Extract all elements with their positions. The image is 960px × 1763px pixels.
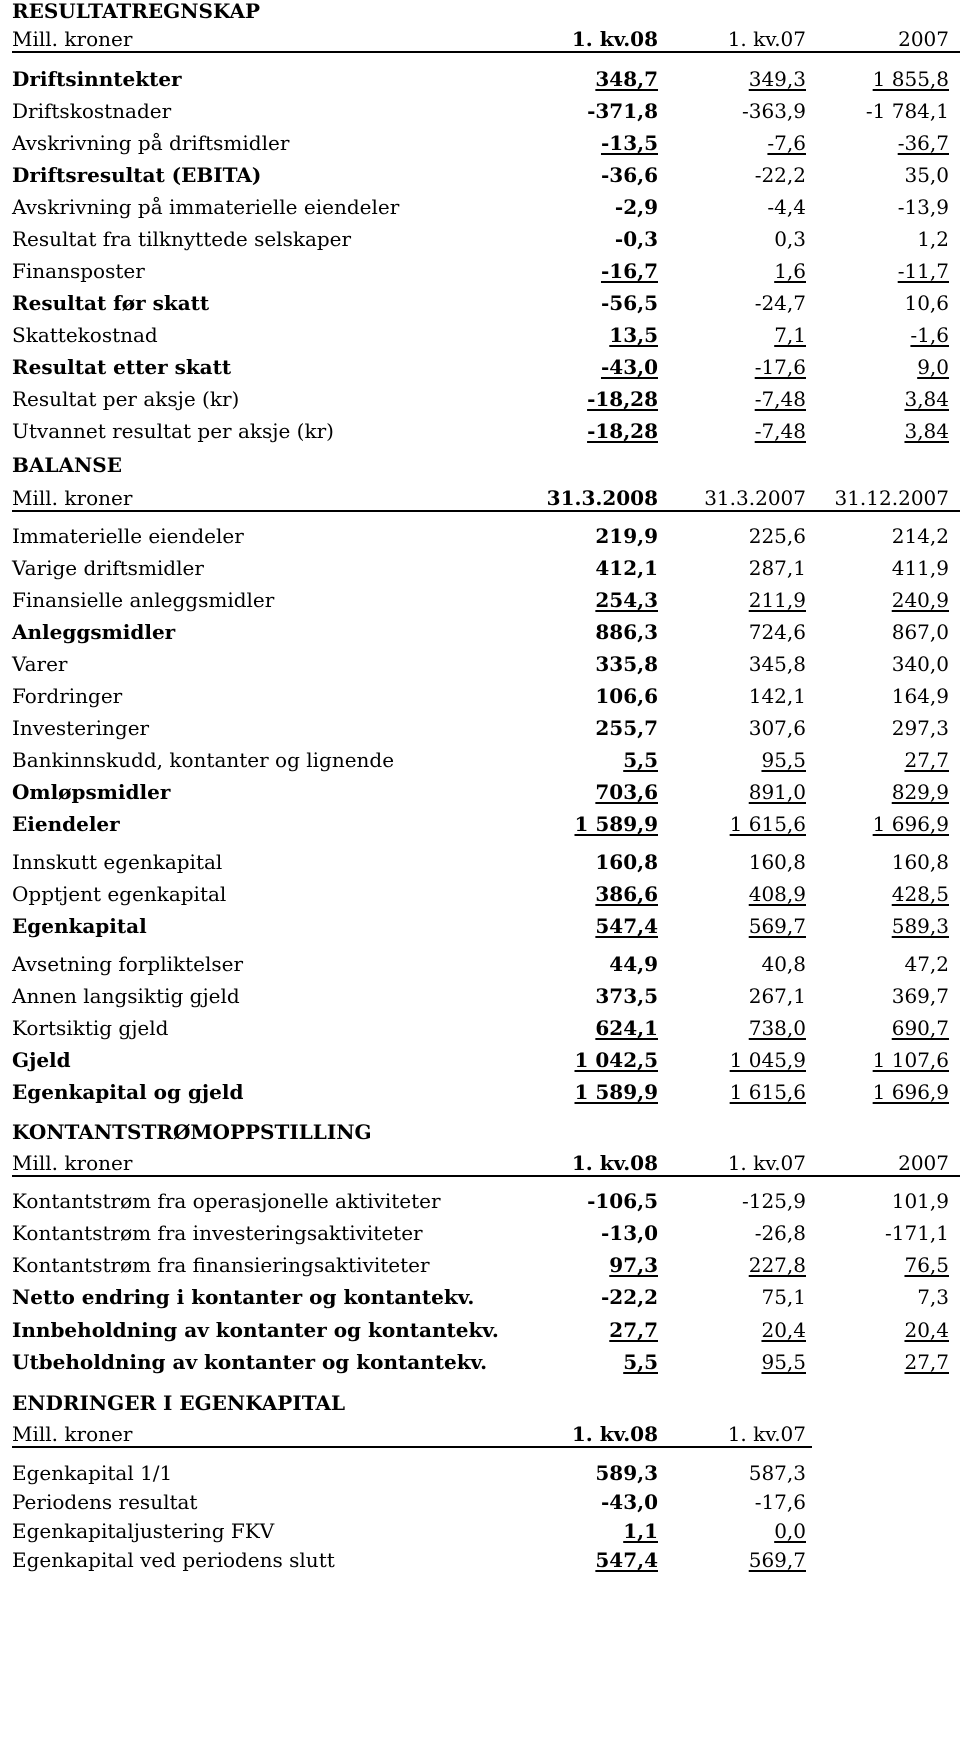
value-c1: 412,1 (595, 556, 658, 580)
table-row (0, 1457, 960, 1487)
header-label: Mill. kroner (12, 1151, 133, 1175)
value-c3: 589,3 (891, 914, 949, 938)
value-c2: 891,0 (748, 780, 806, 804)
header-c1: 31.3.2008 (546, 486, 658, 510)
value-c1: 13,5 (609, 323, 658, 347)
row-label: Kortsiktig gjeld (12, 1016, 169, 1040)
value-c1: 348,7 (595, 67, 658, 91)
table-row (0, 1012, 960, 1042)
row-label: Driftsinntekter (12, 67, 182, 91)
row-label: Netto endring i kontanter og kontantekv. (12, 1285, 475, 1309)
value-c2: 142,1 (748, 684, 806, 708)
value-c3: 10,6 (904, 291, 949, 315)
table-row (0, 1076, 960, 1106)
value-c2: 408,9 (748, 882, 806, 906)
header-c1: 1. kv.08 (571, 1151, 658, 1175)
value-c1: 373,5 (595, 984, 658, 1008)
row-label: Egenkapital (12, 914, 147, 938)
value-c1: -18,28 (587, 419, 658, 443)
row-label: Finansielle anleggsmidler (12, 588, 275, 612)
value-c3: 3,84 (904, 419, 949, 443)
value-c2: 569,7 (748, 1548, 806, 1572)
header-c2: 31.3.2007 (704, 486, 806, 510)
value-c2: 587,3 (748, 1461, 806, 1485)
row-label: Annen langsiktig gjeld (12, 984, 240, 1008)
value-c1: 386,6 (595, 882, 658, 906)
header-c3: 31.12.2007 (834, 486, 949, 510)
value-c2: -125,9 (741, 1189, 806, 1213)
income-header-row (0, 23, 960, 53)
table-row (0, 648, 960, 678)
header-label: Mill. kroner (12, 486, 133, 510)
table-row (0, 744, 960, 774)
value-c2: 211,9 (748, 588, 806, 612)
row-label: Kontantstrøm fra operasjonelle aktiviteter (12, 1189, 441, 1213)
value-c1: -13,5 (600, 131, 658, 155)
value-c1: 255,7 (595, 716, 658, 740)
value-c1: -0,3 (614, 227, 658, 251)
header-c1: 1. kv.08 (571, 1422, 658, 1446)
value-c1: -18,28 (587, 387, 658, 411)
value-c1: 5,5 (623, 1350, 658, 1374)
value-c3: 214,2 (891, 524, 949, 548)
table-row (0, 63, 960, 93)
value-c3: 340,0 (891, 652, 949, 676)
value-c1: -16,7 (600, 259, 658, 283)
table-row (0, 223, 960, 253)
row-label: Skattekostnad (12, 323, 158, 347)
value-c1: 44,9 (609, 952, 658, 976)
value-c1: 886,3 (595, 620, 658, 644)
value-c2: 307,6 (748, 716, 806, 740)
value-c2: 1 045,9 (729, 1048, 806, 1072)
value-c1: -43,0 (600, 1490, 658, 1514)
table-row (0, 1217, 960, 1247)
row-label: Resultat før skatt (12, 291, 210, 315)
value-c3: 690,7 (891, 1016, 949, 1040)
row-label: Driftsresultat (EBITA) (12, 163, 262, 187)
value-c3: -1 784,1 (865, 99, 949, 123)
value-c2: 267,1 (748, 984, 806, 1008)
cashflow-header-row (0, 1147, 960, 1177)
value-c2: 1,6 (774, 259, 806, 283)
value-c1: 1 589,9 (574, 812, 658, 836)
table-row (0, 808, 960, 838)
income-header-rule (12, 51, 960, 53)
row-label: Resultat per aksje (kr) (12, 387, 240, 411)
value-c2: 75,1 (761, 1285, 806, 1309)
table-row (0, 846, 960, 876)
value-c1: -371,8 (587, 99, 658, 123)
value-c1: 1 589,9 (574, 1080, 658, 1104)
row-label: Kontantstrøm fra finansieringsaktiviteter (12, 1253, 430, 1277)
value-c3: 20,4 (904, 1318, 949, 1342)
value-c2: -24,7 (754, 291, 806, 315)
value-c2: 40,8 (761, 952, 806, 976)
value-c1: 160,8 (595, 850, 658, 874)
value-c2: 287,1 (748, 556, 806, 580)
value-c3: 1 107,6 (872, 1048, 949, 1072)
table-row (0, 552, 960, 582)
table-row (0, 191, 960, 221)
value-c3: -1,6 (910, 323, 949, 347)
value-c2: 738,0 (748, 1016, 806, 1040)
row-label: Periodens resultat (12, 1490, 198, 1514)
value-c3: 27,7 (904, 748, 949, 772)
value-c3: 101,9 (891, 1189, 949, 1213)
cashflow-title: KONTANTSTRØMOPPSTILLING (12, 1120, 372, 1144)
value-c3: 867,0 (891, 620, 949, 644)
table-row (0, 1281, 960, 1311)
table-row (0, 95, 960, 125)
value-c2: 724,6 (748, 620, 806, 644)
table-row (0, 319, 960, 349)
value-c1: 5,5 (623, 748, 658, 772)
value-c1: -2,9 (614, 195, 658, 219)
table-row (0, 520, 960, 550)
value-c3: 27,7 (904, 1350, 949, 1374)
row-label: Egenkapitaljustering FKV (12, 1519, 275, 1543)
header-c2: 1. kv.07 (727, 1151, 806, 1175)
value-c3: 829,9 (891, 780, 949, 804)
value-c1: 254,3 (595, 588, 658, 612)
table-row (0, 776, 960, 806)
value-c3: 1 696,9 (872, 1080, 949, 1104)
header-label: Mill. kroner (12, 27, 133, 51)
value-c2: -7,48 (754, 419, 806, 443)
row-label: Avsetning forpliktelser (12, 952, 244, 976)
value-c3: 411,9 (891, 556, 949, 580)
balance-header-row (0, 482, 960, 512)
table-row (0, 351, 960, 381)
value-c1: 624,1 (595, 1016, 658, 1040)
table-row (0, 127, 960, 157)
value-c3: 76,5 (904, 1253, 949, 1277)
row-label: Investeringer (12, 716, 150, 740)
value-c1: 547,4 (595, 1548, 658, 1572)
value-c1: 1,1 (623, 1519, 658, 1543)
value-c1: -13,0 (600, 1221, 658, 1245)
value-c2: 225,6 (748, 524, 806, 548)
row-label: Egenkapital ved periodens slutt (12, 1548, 335, 1572)
row-label: Resultat fra tilknyttede selskaper (12, 227, 352, 251)
value-c2: 20,4 (761, 1318, 806, 1342)
value-c1: 219,9 (595, 524, 658, 548)
value-c1: 97,3 (609, 1253, 658, 1277)
row-label: Resultat etter skatt (12, 355, 232, 379)
row-label: Utbeholdning av kontanter og kontantekv. (12, 1350, 488, 1374)
value-c2: 7,1 (774, 323, 806, 347)
row-label: Anleggsmidler (12, 620, 176, 644)
value-c2: -7,48 (754, 387, 806, 411)
row-label: Egenkapital og gjeld (12, 1080, 244, 1104)
table-row (0, 680, 960, 710)
row-label: Avskrivning på driftsmidler (12, 131, 290, 155)
row-label: Eiendeler (12, 812, 120, 836)
header-label: Mill. kroner (12, 1422, 133, 1446)
value-c2: -22,2 (754, 163, 806, 187)
value-c2: 95,5 (761, 748, 806, 772)
value-c2: -17,6 (754, 1490, 806, 1514)
table-row (0, 878, 960, 908)
equity-title: ENDRINGER I EGENKAPITAL (12, 1391, 346, 1415)
value-c2: 227,8 (748, 1253, 806, 1277)
table-row (0, 1544, 960, 1574)
value-c3: 47,2 (904, 952, 949, 976)
table-row (0, 1185, 960, 1215)
value-c3: 428,5 (891, 882, 949, 906)
value-c3: 164,9 (891, 684, 949, 708)
balance-header-rule (12, 510, 960, 512)
value-c3: 160,8 (891, 850, 949, 874)
row-label: Varige driftsmidler (12, 556, 204, 580)
row-label: Bankinnskudd, kontanter og lignende (12, 748, 395, 772)
table-row (0, 584, 960, 614)
value-c3: 1 696,9 (872, 812, 949, 836)
value-c2: -4,4 (767, 195, 806, 219)
balance-title: BALANSE (12, 453, 122, 477)
table-row (0, 948, 960, 978)
row-label: Egenkapital 1/1 (12, 1461, 173, 1485)
row-label: Opptjent egenkapital (12, 882, 227, 906)
value-c1: 703,6 (595, 780, 658, 804)
table-row (0, 712, 960, 742)
value-c2: -17,6 (754, 355, 806, 379)
value-c3: -36,7 (897, 131, 949, 155)
value-c1: -56,5 (600, 291, 658, 315)
value-c2: 0,3 (774, 227, 806, 251)
value-c3: 9,0 (917, 355, 949, 379)
equity-header-row (0, 1418, 960, 1448)
header-c3: 2007 (898, 27, 949, 51)
value-c2: 349,3 (748, 67, 806, 91)
value-c2: -26,8 (754, 1221, 806, 1245)
value-c1: -22,2 (600, 1285, 658, 1309)
table-row (0, 415, 960, 445)
table-row (0, 287, 960, 317)
table-row (0, 1249, 960, 1279)
row-label: Finansposter (12, 259, 145, 283)
value-c1: -43,0 (600, 355, 658, 379)
value-c3: 297,3 (891, 716, 949, 740)
value-c2: 160,8 (748, 850, 806, 874)
value-c2: 0,0 (774, 1519, 806, 1543)
value-c3: 1 855,8 (872, 67, 949, 91)
table-row (0, 1044, 960, 1074)
row-label: Innbeholdning av kontanter og kontantekv. (12, 1318, 499, 1342)
row-label: Varer (12, 652, 68, 676)
value-c1: 589,3 (595, 1461, 658, 1485)
row-label: Utvannet resultat per aksje (kr) (12, 419, 334, 443)
row-label: Driftskostnader (12, 99, 172, 123)
row-label: Omløpsmidler (12, 780, 171, 804)
table-row (0, 1486, 960, 1516)
value-c1: -106,5 (587, 1189, 658, 1213)
value-c3: -13,9 (897, 195, 949, 219)
value-c1: -36,6 (600, 163, 658, 187)
value-c2: 1 615,6 (729, 1080, 806, 1104)
value-c3: 240,9 (891, 588, 949, 612)
row-label: Immaterielle eiendeler (12, 524, 244, 548)
value-c3: -171,1 (884, 1221, 949, 1245)
income-title: RESULTATREGNSKAP (12, 0, 261, 23)
header-c1: 1. kv.08 (571, 27, 658, 51)
value-c1: 335,8 (595, 652, 658, 676)
value-c2: 1 615,6 (729, 812, 806, 836)
value-c2: 95,5 (761, 1350, 806, 1374)
value-c2: -363,9 (741, 99, 806, 123)
table-row (0, 616, 960, 646)
value-c3: 7,3 (917, 1285, 949, 1309)
value-c3: 35,0 (904, 163, 949, 187)
value-c1: 27,7 (609, 1318, 658, 1342)
table-row (0, 1314, 960, 1344)
table-row (0, 1346, 960, 1376)
row-label: Avskrivning på immaterielle eiendeler (12, 195, 400, 219)
row-label: Kontantstrøm fra investeringsaktiviteter (12, 1221, 423, 1245)
row-label: Innskutt egenkapital (12, 850, 223, 874)
value-c3: 1,2 (917, 227, 949, 251)
table-row (0, 980, 960, 1010)
row-label: Gjeld (12, 1048, 71, 1072)
equity-header-rule (12, 1446, 812, 1448)
header-c3: 2007 (898, 1151, 949, 1175)
table-row (0, 255, 960, 285)
row-label: Fordringer (12, 684, 123, 708)
value-c2: 345,8 (748, 652, 806, 676)
header-c2: 1. kv.07 (727, 27, 806, 51)
table-row (0, 1515, 960, 1545)
table-row (0, 383, 960, 413)
value-c1: 1 042,5 (574, 1048, 658, 1072)
table-row (0, 910, 960, 940)
header-c2: 1. kv.07 (727, 1422, 806, 1446)
cashflow-header-rule (12, 1175, 960, 1177)
value-c1: 106,6 (595, 684, 658, 708)
value-c2: 569,7 (748, 914, 806, 938)
value-c1: 547,4 (595, 914, 658, 938)
value-c3: 3,84 (904, 387, 949, 411)
table-row (0, 159, 960, 189)
value-c3: 369,7 (891, 984, 949, 1008)
value-c2: -7,6 (767, 131, 806, 155)
value-c3: -11,7 (897, 259, 949, 283)
